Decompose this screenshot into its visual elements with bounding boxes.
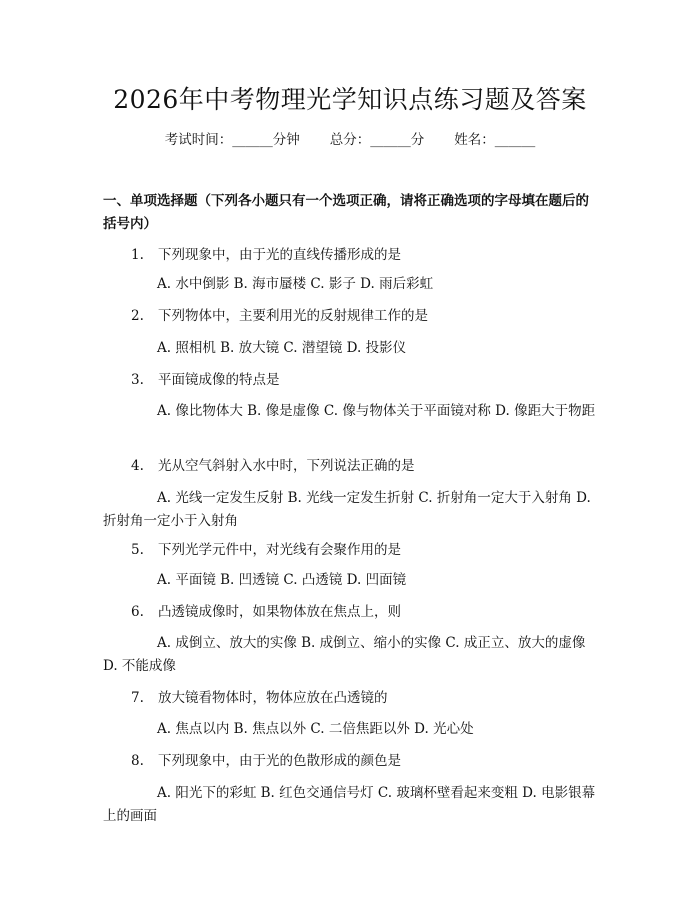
question-text: 下列现象中，由于光的色散形成的颜色是 bbox=[158, 753, 401, 769]
section-heading: 一、单项选择题（下列各小题只有一个选项正确，请将正确选项的字母填在题后的括号内） bbox=[103, 193, 589, 232]
question-options: A. 像比物体大 B. 像是虚像 C. 像与物体关于平面镜对称 D. 像距大于物距 bbox=[157, 403, 596, 419]
question-options: A. 照相机 B. 放大镜 C. 潜望镜 D. 投影仪 bbox=[157, 340, 407, 356]
question-number: 3. bbox=[131, 372, 144, 388]
question-stem bbox=[131, 370, 601, 390]
question-number: 2. bbox=[131, 308, 144, 324]
question-number: 6. bbox=[131, 604, 144, 620]
question-stem bbox=[131, 245, 601, 265]
total-score-field: 总分：______分 bbox=[329, 132, 425, 148]
question-options: A. 阳光下的彩虹 B. 红色交通信号灯 C. 玻璃杯壁看起来变粗 D. 电影银幕上的画面 bbox=[103, 785, 596, 824]
question-options: A. 水中倒影 B. 海市蜃楼 C. 影子 D. 雨后彩虹 bbox=[157, 276, 434, 292]
question-text: 凸透镜成像时，如果物体放在焦点上，则 bbox=[158, 604, 401, 620]
question-number: 7. bbox=[131, 690, 144, 706]
question-text: 下列光学元件中，对光线有会聚作用的是 bbox=[158, 542, 401, 558]
question-stem bbox=[131, 306, 601, 326]
question-stem bbox=[131, 540, 601, 560]
page-title: 2026年中考物理光学知识点练习题及答案 bbox=[113, 85, 587, 114]
question-number: 1. bbox=[131, 247, 144, 263]
question-options: A. 平面镜 B. 凹透镜 C. 凸透镜 D. 凹面镜 bbox=[157, 572, 407, 588]
question-options: A. 成倒立、放大的实像 B. 成倒立、缩小的实像 C. 成正立、放大的虚像 D. 不能成像 bbox=[103, 635, 586, 674]
question-text: 放大镜看物体时，物体应放在凸透镜的 bbox=[158, 690, 388, 706]
question-options: A. 焦点以内 B. 焦点以外 C. 二倍焦距以外 D. 光心处 bbox=[157, 721, 474, 737]
exam-time-field: 考试时间：______分钟 bbox=[164, 132, 300, 148]
question-number: 4. bbox=[131, 458, 144, 474]
question-number: 8. bbox=[131, 753, 144, 769]
student-name-field: 姓名：______ bbox=[454, 132, 536, 148]
question-stem bbox=[131, 688, 601, 708]
question-text: 光从空气斜射入水中时，下列说法正确的是 bbox=[158, 458, 415, 474]
question-stem bbox=[131, 456, 601, 476]
question-stem bbox=[131, 751, 601, 771]
question-number: 5. bbox=[131, 542, 144, 558]
question-stem bbox=[131, 602, 601, 622]
question-text: 平面镜成像的特点是 bbox=[158, 372, 280, 388]
question-text: 下列物体中，主要利用光的反射规律工作的是 bbox=[158, 308, 428, 324]
question-text: 下列现象中，由于光的直线传播形成的是 bbox=[158, 247, 401, 263]
question-options: A. 光线一定发生反射 B. 光线一定发生折射 C. 折射角一定大于入射角 D. 折射角一定小于入射角 bbox=[103, 490, 591, 529]
exam-meta bbox=[0, 130, 700, 150]
